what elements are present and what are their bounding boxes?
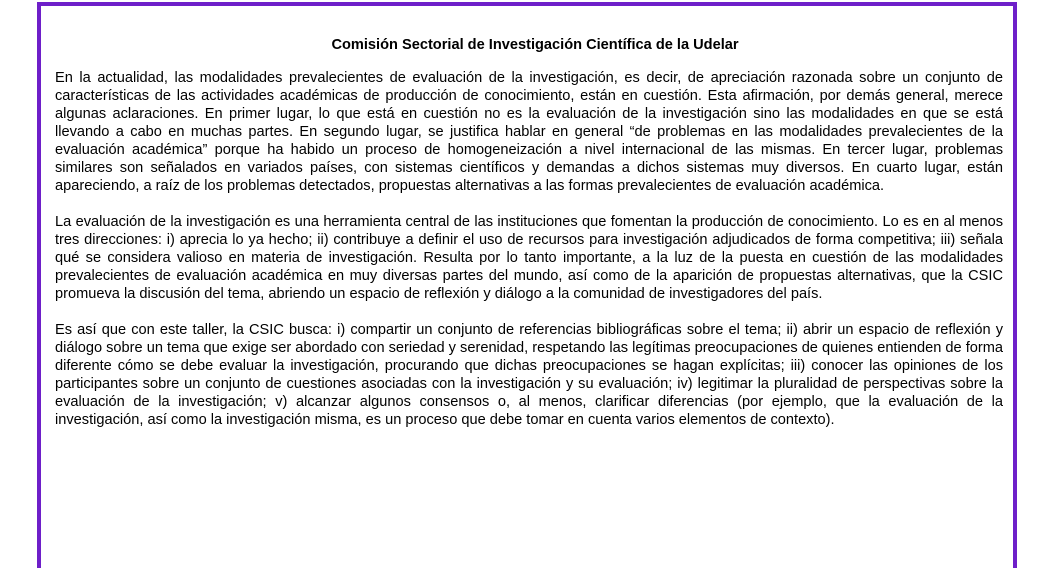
paragraph-2: La evaluación de la investigación es una herramienta central de las instituciones que fomentan la producción de conocimiento. Lo es en al menos tres direcciones: i) aprecia lo ya hecho; ii) contribuye a definir el uso de recursos para investigación adjudicados de forma competitiva; iii) señala qué se considera valioso en materia de investigación. Resulta por lo tanto importante, a la luz de la puesta en cuestión de las modalidades prevalecientes de evaluación académica en muy diversas partes del mundo, así como de la aparición de propuestas alternativas, que la CSIC promueva la discusión del tema, abriendo un espacio de reflexión y diálogo a la comunidad de investigadores del país.	[55, 214, 1003, 302]
paragraph-1: En la actualidad, las modalidades prevalecientes de evaluación de la investigación, es decir, de apreciación razonada sobre un conjunto de características de las actividades académicas de producción de conocimiento, están en cuestión. Esta afirmación, por demás general, merece algunas aclaraciones. En primer lugar, lo que está en cuestión no es la evaluación de la investigación sino las modalidades en que se está llevando a cabo en muchas partes. En segundo lugar, se justifica hablar en general “de problemas en las modalidades prevalecientes de la evaluación académica” porque ha habido un proceso de homogeneización a nivel internacional de las mismas. En tercer lugar, problemas similares son señalados en variados países, con sistemas científicos y demandas a dichos sistemas muy diversos. En cuarto lugar, están apareciendo, a raíz de los problemas detectados, propuestas alternativas a las formas prevalecientes de evaluación académica.	[55, 70, 1003, 194]
document-title: Comisión Sectorial de Investigación Científica de la Udelar	[331, 37, 739, 53]
paragraph-3: Es así que con este taller, la CSIC busca: i) compartir un conjunto de referencias bibliográficas sobre el tema; ii) abrir un espacio de reflexión y diálogo sobre un tema que exige ser abordado con seriedad y serenidad, respetando las legítimas preocupaciones de quienes entienden de forma diferente cómo se debe evaluar la investigación, procurando que dichas preocupaciones se hagan explícitas; iii) conocer las opiniones de los participantes sobre un conjunto de cuestiones asociadas con la investigación y su evaluación; iv) legitimar la pluralidad de perspectivas sobre la evaluación de la investigación; v) alcanzar algunos consensos o, al menos, clarificar diferencias (por ejemplo, que la evaluación de la investigación, así como la investigación misma, es un proceso que debe tomar en cuenta varios elementos de contexto).	[55, 322, 1003, 428]
document-body	[55, 36, 1003, 447]
